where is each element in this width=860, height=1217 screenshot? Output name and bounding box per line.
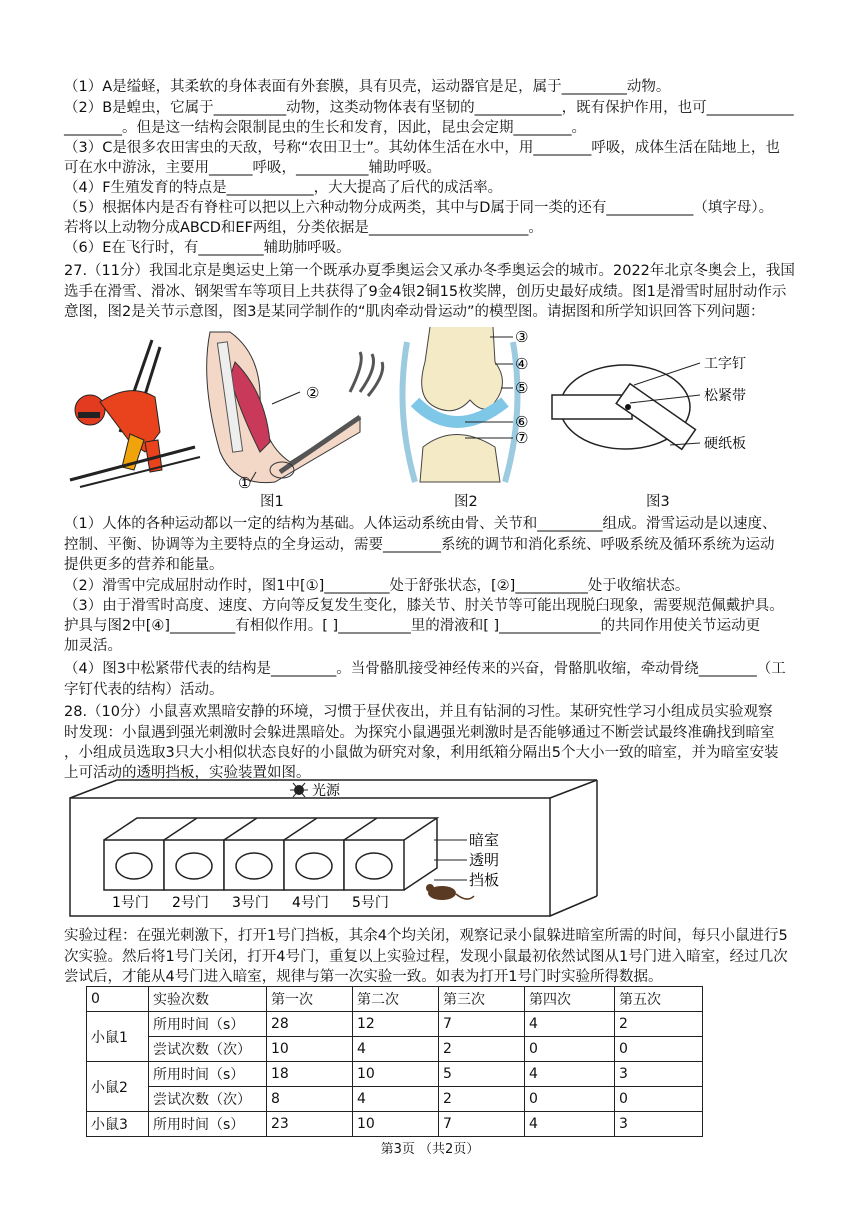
q27-intro-line2: 选手在滑雪、滑冰、钢架雪车等项目上共获得了9金4银2铜15枚奖牌，创历史最好成绩。图1是滑雪时屈肘动作示: [64, 284, 787, 300]
value-cell: 10: [267, 1037, 353, 1062]
row-label-cell: 所用时间（s）: [149, 1062, 267, 1087]
value-cell: 2: [439, 1037, 525, 1062]
value-cell: 0: [615, 1087, 703, 1112]
value-cell: 18: [267, 1062, 353, 1087]
table-row: [87, 1062, 703, 1087]
value-cell: 4: [353, 1087, 439, 1112]
table-header-cell: 0: [87, 987, 149, 1012]
arm-muscle-illustration: [207, 332, 383, 483]
q26-part2-line1: （2）B是蝗虫，它属于__________动物，这类动物体表有坚韧的____________，既有保护作用，也可____________: [64, 100, 794, 116]
q28-intro-line4: 上可活动的透明挡板，实验装置如图。: [64, 765, 311, 781]
q26-part5-line1: （5）根据体内是否有脊柱可以把以上六种动物分成两类，其中与D属于同一类的还有____________（填字母）。: [64, 200, 774, 216]
value-cell: 7: [439, 1012, 525, 1037]
value-cell: 23: [267, 1112, 353, 1137]
table-header-cell: 第二次: [353, 987, 439, 1012]
door-4: 4号门: [292, 895, 329, 911]
q28-intro-line1: 28.（10分）小鼠喜欢黑暗安静的环境，习惯于昼伏夜出，并且有钻洞的习性。某研究性学习小组成员实验观察: [64, 704, 773, 720]
fig3-label-pin: 工字钉: [704, 356, 746, 372]
q26-part2-line2: ________。但是这一结构会限制昆虫的生长和发育，因此，昆虫会定期________。: [64, 120, 586, 136]
value-cell: 4: [525, 1012, 615, 1037]
mouse-name-cell: 小鼠3: [87, 1112, 149, 1137]
light-source-icon: [290, 783, 308, 797]
row-label-cell: 尝试次数（次）: [149, 1037, 267, 1062]
value-cell: 4: [353, 1037, 439, 1062]
q28-procedure-line2: 次实验。然后将1号门关闭，打开4号门，重复以上实验过程，发现小鼠最初依然试图从1号门进入暗室，经过几次: [64, 949, 788, 965]
q26-part5-line2: 若将以上动物分成ABCD和EF两组，分类依据是______________________。: [64, 220, 543, 236]
light-source-label: 光源: [312, 783, 340, 799]
value-cell: 8: [267, 1087, 353, 1112]
q27-part4-line1: （4）图3中松紧带代表的结构是_________。当骨骼肌接受神经传来的兴奋，骨骼肌收缩，牵动骨绕________（工: [64, 661, 786, 677]
q27-part1-line2: 控制、平衡、协调等为主要特点的全身运动，需要________系统的调节和消化系统、呼吸系统及循环系统为运动: [64, 537, 775, 553]
fig2-label-7: ⑦: [515, 429, 529, 447]
q28-procedure-line1: 实验过程：在强光刺激下，打开1号门挡板，其余4个均关闭，观察记录小鼠躲进暗室所需的时间，每只小鼠进行5: [64, 928, 788, 944]
value-cell: 2: [615, 1012, 703, 1037]
row-label-cell: 尝试次数（次）: [149, 1087, 267, 1112]
value-cell: 12: [353, 1012, 439, 1037]
q27-part4-line2: 字钉代表的结构）活动。: [64, 682, 224, 698]
page-footer: 第3页 （共2页）: [380, 1142, 480, 1157]
q26-part6: （6）E在飞行时，有_________辅助肺呼吸。: [64, 240, 351, 256]
q27-intro-line1: 27.（11分）我国北京是奥运史上第一个既承办夏季奥运会又承办冬季奥运会的城市。2022年北京冬奥会上，我国: [64, 263, 795, 279]
mouse-name-cell: 小鼠1: [87, 1012, 149, 1062]
label-baffle: 挡板: [469, 871, 500, 889]
table-header-cell: 第三次: [439, 987, 525, 1012]
value-cell: 2: [439, 1087, 525, 1112]
q26-part3-line1: （3）C是很多农田害虫的天敌，号称“农田卫士”。其幼体生活在水中，用________呼吸，成体生活在陆地上，也: [64, 140, 780, 156]
model-illustration: [552, 365, 696, 449]
q27-part3-line3: 加灵活。: [64, 638, 122, 654]
figure-2: [395, 322, 540, 492]
fig1-caption: 图1: [260, 494, 284, 510]
table-header-cell: 第四次: [525, 987, 615, 1012]
q27-intro-line3: 意图，图2是关节示意图，图3是某同学制作的“肌肉牵动骨运动”的模型图。请据图和所学知识回答下列问题：: [64, 304, 765, 320]
q26-part4: （4）F生殖发育的特点是____________，大大提高了后代的成活率。: [64, 180, 503, 196]
table-header-cell: 第五次: [615, 987, 703, 1012]
q26-part1: （1）A是缢蛏，其柔软的身体表面有外套膜，具有贝壳，运动器官是足，属于_________动物。: [64, 79, 671, 95]
row-label-cell: 所用时间（s）: [149, 1012, 267, 1037]
table-header-cell: 第一次: [267, 987, 353, 1012]
fig2-caption: 图2: [454, 494, 478, 510]
q28-intro-line3: ，小组成员选取3只大小相似状态良好的小鼠做为研究对象，利用纸箱分隔出5个大小一致的暗室，并为暗室安装: [64, 745, 779, 761]
figure-3: [550, 345, 800, 465]
value-cell: 4: [525, 1062, 615, 1087]
value-cell: 0: [525, 1087, 615, 1112]
fig3-caption: 图3: [646, 494, 670, 510]
table-row: [87, 1012, 703, 1037]
fig3-label-board: 硬纸板: [704, 436, 746, 452]
table-header-cell: 实验次数: [149, 987, 267, 1012]
table-row: [87, 1037, 703, 1062]
dark-rooms: [104, 818, 437, 890]
table-row: [87, 1112, 703, 1137]
q26-part3-line2: 可在水中游泳，主要用______呼吸，__________辅助呼吸。: [64, 160, 441, 176]
value-cell: 4: [525, 1112, 615, 1137]
joint-illustration: [403, 327, 518, 482]
label-dark-room: 暗室: [469, 831, 500, 849]
mouse-name-cell: 小鼠2: [87, 1062, 149, 1112]
mouse-icon: [426, 884, 474, 900]
q27-part3-line2: 护具与图2中[④]_________有相似作用。[ ]__________里的滑液和[ ]______________的共同作用使关节运动更: [64, 618, 761, 634]
q27-part1-line1: （1）人体的各种运动都以一定的结构为基础。人体运动系统由骨、关节和_________组成。滑雪运动是以速度、: [64, 516, 777, 532]
fig1-label-1: ①: [238, 474, 252, 492]
fig3-label-band: 松紧带: [704, 388, 746, 404]
value-cell: 0: [525, 1037, 615, 1062]
value-cell: 0: [615, 1037, 703, 1062]
skier-illustration: [70, 340, 200, 487]
results-table: [86, 986, 703, 1137]
table-row: [87, 1087, 703, 1112]
value-cell: 10: [353, 1112, 439, 1137]
value-cell: 10: [353, 1062, 439, 1087]
experiment-apparatus: [62, 778, 642, 923]
fig1-label-2: ②: [306, 384, 320, 402]
door-5: 5号门: [352, 895, 389, 911]
door-3: 3号门: [232, 895, 269, 911]
value-cell: 3: [615, 1062, 703, 1087]
q27-part2: （2）滑雪中完成屈肘动作时，图1中[①]_________处于舒张状态，[②]__________处于收缩状态。: [64, 578, 690, 594]
label-transparent: 透明: [469, 851, 500, 869]
q27-part3-line1: （3）由于滑雪时高度、速度、方向等反复发生变化，膝关节、肘关节等可能出现脱臼现象，需要规范佩戴护具。: [64, 598, 784, 614]
fig2-label-4: ④: [515, 355, 529, 373]
row-label-cell: 所用时间（s）: [149, 1112, 267, 1137]
q27-part1-line3: 提供更多的营养和能量。: [64, 557, 224, 573]
table-header-row: [87, 987, 703, 1012]
value-cell: 3: [615, 1112, 703, 1137]
q28-intro-line2: 时发现：小鼠遇到强光刺激时会躲进黑暗处。为探究小鼠遇强光刺激时是否能够通过不断尝试最终准确找到暗室: [64, 725, 775, 741]
door-1: 1号门: [112, 895, 149, 911]
value-cell: 28: [267, 1012, 353, 1037]
fig2-label-5: ⑤: [515, 379, 529, 397]
fig2-label-6: ⑥: [515, 413, 529, 431]
value-cell: 7: [439, 1112, 525, 1137]
door-2: 2号门: [172, 895, 209, 911]
q28-procedure-line3: 尝试后，才能从4号门进入暗室，规律与第一次实验一致。如表为打开1号门时实验所得数据。: [64, 969, 663, 985]
value-cell: 5: [439, 1062, 525, 1087]
fig2-label-3: ③: [515, 328, 529, 346]
figure-1: [60, 322, 390, 512]
